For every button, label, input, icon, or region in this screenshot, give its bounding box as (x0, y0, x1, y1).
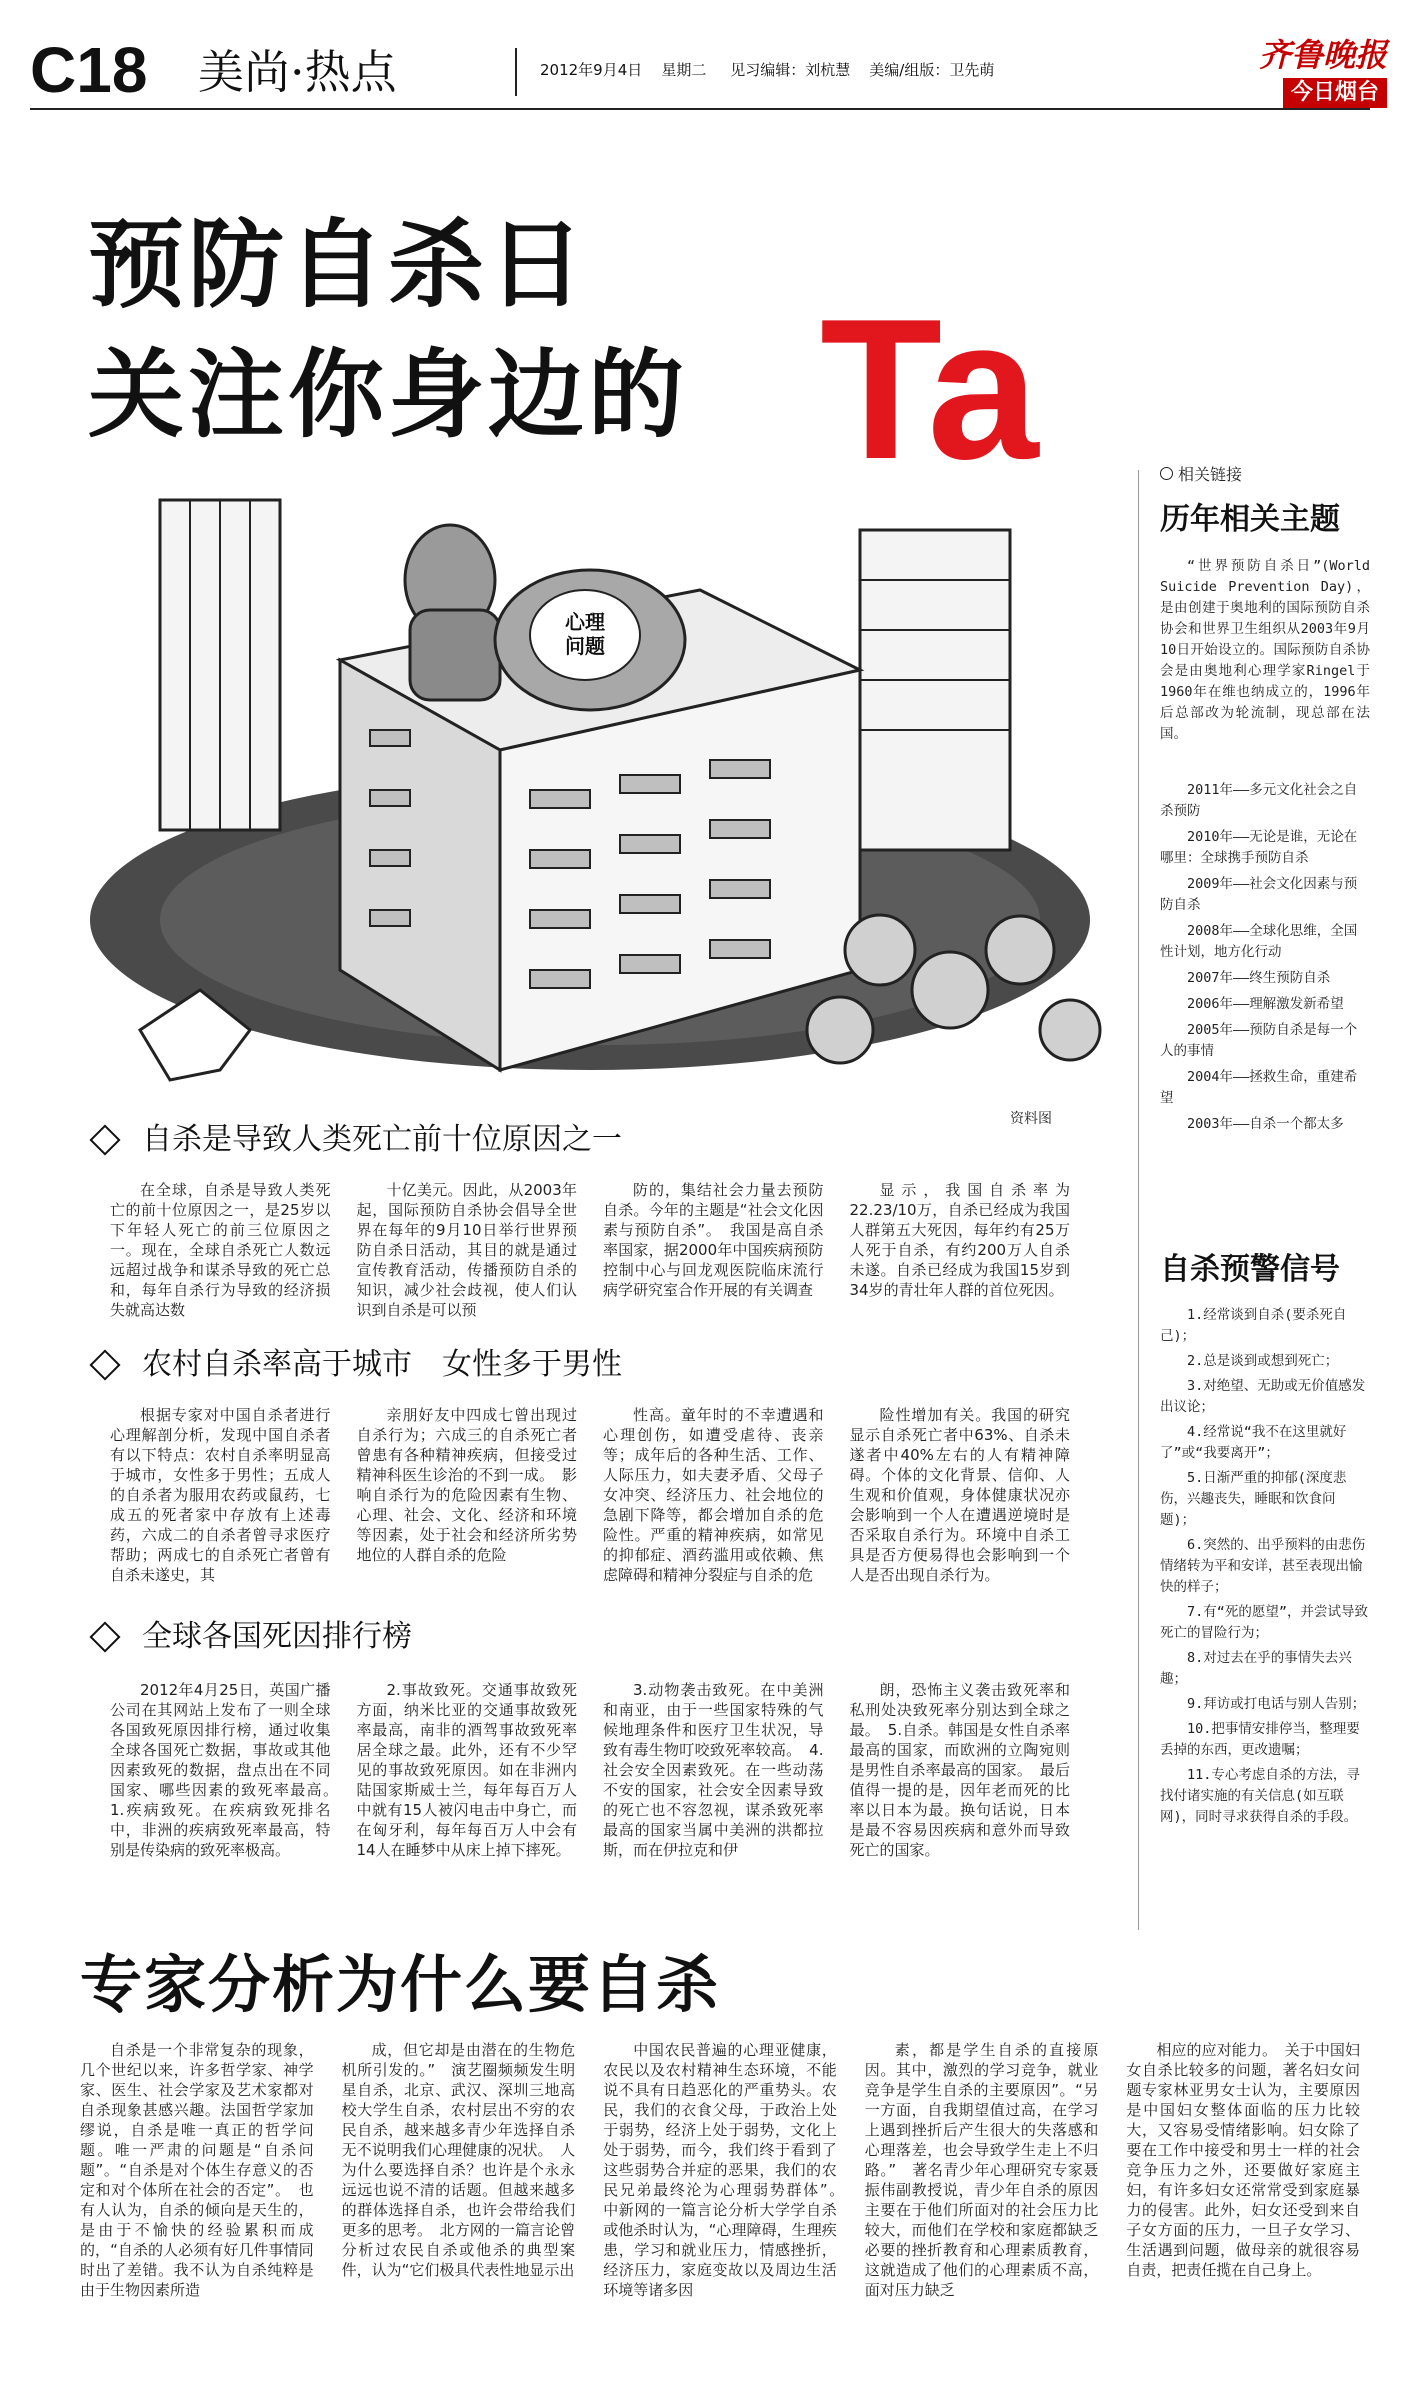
section-1-col-1: 在全球，自杀是导致人类死亡的前十位原因之一，是25岁以下年轻人死亡的前三位原因之一。现在，全球自杀死亡人数远远超过战争和谋杀导致的死亡总和，每年自杀行为导致的经济损失就高达数 (110, 1181, 331, 1319)
year-theme-item: 2008年——全球化思维，全国性计划，地方化行动 (1160, 923, 1358, 960)
section-3-col-4: 朗，恐怖主义袭击致死率和私刑处决致死率分别达到全球之最。 5.自杀。韩国是女性自杀率最高的国家，而欧洲的立陶宛则是男性自杀率最高的国家。 最后值得一提的是，因年老而死的比率以日本为最。换句话说，日本是最不容易因疾病和意外而导致死亡的国家。 (849, 1681, 1070, 1859)
analysis-col-4: 素，都是学生自杀的直接原因。其中，激烈的学习竞争，就业竞争是学生自杀的主要原因”。“另一方面，自我期望值过高，在学习上遇到挫折后产生很大的失落感和心理落差，也会导致学生走上不归路。” 著名青少年心理研究专家聂振伟副教授说，青少年自杀的原因主要在于他们所面对的社会压力比较大，而他们在学校和家庭都缺乏必要的挫折教育和心理素质教育，这就造成了他们的心理素质不高，面对压力缺乏 (864, 2041, 1099, 2299)
warning-sign-item: 5.日渐严重的抑郁(深度悲伤，兴趣丧失，睡眠和饮食问题)； (1160, 1470, 1347, 1528)
header-rule (30, 108, 1370, 110)
section-heading-2-text: 农村自杀率高于城市 女性多于男性 (142, 1347, 622, 1382)
warning-sign-item: 11.专心考虑自杀的方法，寻找付诸实施的有关信息(如互联网)，同时寻求获得自杀的手段。 (1160, 1767, 1360, 1825)
warning-sign-item: 8.对过去在乎的事情失去兴趣； (1160, 1650, 1352, 1687)
section-2-col-2: 亲朋好友中四成七曾出现过自杀行为；六成三的自杀死亡者曾患有各种精神疾病，但接受过精神科医生诊治的不到一成。 影响自杀行为的危险因素有生物、心理、社会、文化、经济和环境等因素，处于社会和经济所劣势地位的人群自杀的危险 (356, 1406, 577, 1564)
section-heading-3-text: 全球各国死因排行榜 (142, 1619, 412, 1654)
sidebar-divider (1138, 470, 1139, 1930)
editor-credit: 见习编辑：刘杭慧 (730, 61, 851, 79)
year-theme-item: 2009年——社会文化因素与预防自杀 (1160, 876, 1358, 913)
warning-sign-item: 6.突然的、出乎预料的由悲伤情绪转为平和安详，甚至表现出愉快的样子； (1160, 1537, 1366, 1595)
cartoon-illustration (80, 470, 1110, 1090)
diamond-icon (89, 1621, 120, 1652)
section-1-col-2: 十亿美元。因此，从2003年起，国际预防自杀协会倡导全世界在每年的9月10日举行世界预防自杀日活动，其目的就是通过宣传教育活动，传播预防自杀的知识，减少社会歧视，使人们认识到自杀是可以预 (356, 1181, 577, 1319)
section-3-col-2: 2.事故致死。交通事故致死方面，纳米比亚的交通事故致死率最高，南非的酒驾事故致死率居全球之最。此外，还有不少罕见的事故致死原因。如在非洲内陆国家斯威士兰，每年每百万人中就有15人被闪电击中身亡，而在匈牙利，每年每百万人中会有14人在睡梦中从床上掉下摔死。 (356, 1681, 577, 1859)
section-1-body (110, 1180, 1070, 1330)
analysis-body (80, 2040, 1360, 2370)
headline-line-1: 预防自杀日 (88, 209, 588, 321)
warning-sign-list (1160, 1305, 1370, 1832)
section-heading-1-text: 自杀是导致人类死亡前十位原因之一 (142, 1122, 622, 1157)
warning-sign-item: 10.把事情安排停当，整理要丢掉的东西，更改遗嘱； (1160, 1721, 1360, 1758)
section-2-col-4: 险性增加有关。我国的研究显示自杀死亡者中63%、自杀未遂者中40%左右的人有精神障碍。个体的文化背景、信仰、人生观和价值观，身体健康状况亦会影响到一个人在遭遇逆境时是否采取自杀行为。环境中自杀工具是否方便易得也会影响到一个人是否出现自杀行为。 (849, 1406, 1070, 1584)
analysis-col-2: 成，但它却是由潜在的生物危机所引发的。” 演艺圈频频发生明星自杀，北京、武汉、深圳三地高校大学生自杀，农村层出不穷的农民自杀，越来越多青少年选择自杀无不说明我们心理健康的况状。 人为什么要选择自杀？也许是个永永远远也说不清的话题。但越来越多的群体选择自杀，也许会带给我们更多的思考。 北方网的一篇言论曾分析过农民自杀或他杀的典型案件，认为“它们极具代表性地显示出 (341, 2041, 576, 2279)
section-heading-2 (88, 1345, 622, 1385)
section-name: 美尚·热点 (198, 45, 397, 99)
year-theme-item: 2004年——拯救生命，重建希望 (1160, 1069, 1358, 1106)
analysis-heading: 专家分析为什么要自杀 (80, 1948, 721, 2021)
warning-title: 自杀预警信号 (1160, 1252, 1340, 1287)
year-theme-item: 2007年——终生预防自杀 (1187, 970, 1331, 986)
warning-sign-item: 3.对绝望、无助或无价值感发出议论； (1160, 1378, 1366, 1415)
year-theme-item: 2006年——理解激发新希望 (1187, 996, 1344, 1012)
year-theme-item: 2003年——自杀一个都太多 (1187, 1116, 1344, 1132)
warning-sign-item: 9.拜访或打电话与别人告别； (1187, 1696, 1366, 1712)
section-2-col-3: 性高。童年时的不幸遭遇和心理创伤，如遭受虐待、丧亲等；成年后的各种生活、工作、人际压力，如夫妻矛盾、父母子女冲突、经济压力、社会地位的急剧下降等，都会增加自杀的危险性。严重的精神疾病，如常见的抑郁症、酒药滥用或依赖、焦虑障碍和精神分裂症与自杀的危 (603, 1406, 824, 1584)
section-3-col-3: 3.动物袭击致死。在中美洲和南亚，由于一些国家特殊的气候地理条件和医疗卫生状况，导致有毒生物叮咬致死率较高。 4.社会安全因素致死。在一些动荡不安的国家，社会安全因素导致的死亡也不容忽视，谋杀致死率最高的国家当属中美洲的洪都拉斯，而在伊拉克和伊 (603, 1681, 824, 1859)
headline-accent: Ta (820, 278, 1039, 501)
weekday: 星期二 (661, 61, 707, 79)
section-2-col-1: 根据专家对中国自杀者进行心理解剖分析，发现中国自杀者有以下特点：农村自杀率明显高于城市，女性多于男性；五成人的自杀者为服用农药或鼠药，七成五的死者家中存放有上述毒药，六成二的自杀者曾寻求医疗帮助；两成七的自杀死亡者曾有自杀未遂史，其 (110, 1406, 331, 1584)
bullet-icon (1160, 467, 1173, 480)
issue-date: 2012年9月4日 (540, 61, 643, 79)
warning-sign-item: 2.总是谈到或想到死亡； (1187, 1353, 1339, 1369)
section-3-body (110, 1680, 1070, 1920)
year-theme-item: 2010年——无论是谁，无论在哪里：全球携手预防自杀 (1160, 829, 1358, 866)
related-link-text: 相关链接 (1178, 465, 1243, 484)
year-theme-list (1160, 780, 1370, 1140)
section-1-col-3: 防的，集结社会力量去预防自杀。今年的主题是“社会文化因素与预防自杀”。 我国是高自杀率国家，据2000年中国疾病预防控制中心与回龙观医院临床流行病学研究室合作开展的有关调查 (603, 1181, 824, 1299)
warning-sign-item: 1.经常谈到自杀(要杀死自己)； (1160, 1307, 1347, 1344)
headline-line-2: 关注你身边的 (88, 339, 688, 451)
section-2-body (110, 1405, 1070, 1605)
analysis-col-1: 自杀是一个非常复杂的现象，几个世纪以来，许多哲学家、神学家、医生、社会学家及艺术家都对自杀现象甚感兴趣。法国哲学家加缪说，自杀是唯一真正的哲学问题。唯一严肃的问题是“自杀问题”。“自杀是对个体生存意义的否定和对个体所在社会的否定”。 也有人认为，自杀的倾向是天生的，是由于不愉快的经验累积而成的，“自杀的人必须有好几件事情同时出了差错。我不认为自杀纯粹是由于生物因素所造 (80, 2041, 314, 2299)
section-3-col-1: 2012年4月25日，英国广播公司在其网站上发布了一则全球各国致死原因排行榜，通过收集全球各国死亡数据，事故或其他因素致死的数据，盘点出在不同国家、哪些因素的致死率最高。 1.疾病致死。在疾病致死排名中，非洲的疾病致死率最高，特别是传染病的致死率极高。 (110, 1681, 346, 1859)
year-theme-item: 2011年——多元文化社会之自杀预防 (1160, 782, 1358, 819)
history-title: 历年相关主题 (1160, 502, 1340, 537)
edition-tag: 今日烟台 (1283, 78, 1387, 108)
analysis-col-5: 相应的应对能力。 关于中国妇女自杀比较多的问题，著名妇女问题专家林亚男女士认为，主要原因是中国妇女整体面临的压力比较大，又容易受情绪影响。妇女除了要在工作中接受和男士一样的社会竞争压力之外，还要做好家庭主妇，有许多妇女还常常受到家庭暴力的侵害。此外，妇女还受到来自子女方面的压力，一旦子女学习、生活遇到问题，做母亲的就很容易自责，把责任揽在自己身上。 (1126, 2041, 1360, 2279)
related-link-label (1160, 462, 1242, 485)
diamond-icon (89, 1349, 120, 1380)
warning-sign-item: 7.有“死的愿望”，并尝试导致死亡的冒险行为； (1160, 1604, 1369, 1641)
diamond-icon (89, 1124, 120, 1155)
image-caption: 资料图 (1010, 1111, 1052, 1127)
year-theme-item: 2005年——预防自杀是每一个人的事情 (1160, 1022, 1358, 1059)
section-heading-1 (88, 1120, 622, 1160)
section-heading-3 (88, 1617, 412, 1657)
warning-sign-item: 4.经常说“我不在这里就好了”或“我要离开”； (1160, 1424, 1347, 1461)
history-intro: “世界预防自杀日”(World Suicide Prevention Day)，是由创建于奥地利的国际预防自杀协会和世界卫生组织从2003年9月10日开始设立的。国际预防自杀协会是由奥地利心理学家Ringel于1960年在维也纳成立的，1996年后总部改为轮流制，现总部在法国。 (1160, 558, 1370, 742)
header-divider (515, 48, 517, 96)
section-1-col-4: 显示，我国自杀率为22.23/10万，自杀已经成为我国人群第五大死因，每年约有25万人死于自杀，有约200万人自杀未遂。自杀已经成为我国15岁到34岁的青壮年人群的首位死因。 (849, 1181, 1070, 1299)
dateline (540, 60, 994, 80)
designer-credit: 美编/组版：卫先萌 (869, 61, 995, 79)
analysis-col-3: 中国农民普遍的心理亚健康，农民以及农村精神生态环境，不能说不具有日趋恶化的严重势头。农民，我们的衣食父母，于政治上处于弱势，经济上处于弱势，文化上处于弱势，而今，我们终于看到了这些弱势合并症的恶果，我们的农民兄弟最终沦为心理弱势群体”。 中新网的一篇言论分析大学学自杀或他杀时认为，“心理障碍，生理疾患，学习和就业压力，情感挫折，经济压力，家庭变故以及周边生活环境等诸多因 (603, 2041, 852, 2299)
paper-logo: 齐鲁晚报 (1258, 36, 1387, 74)
page-code: C18 (30, 34, 148, 106)
illustration-tag: 心理问题 (565, 610, 605, 658)
